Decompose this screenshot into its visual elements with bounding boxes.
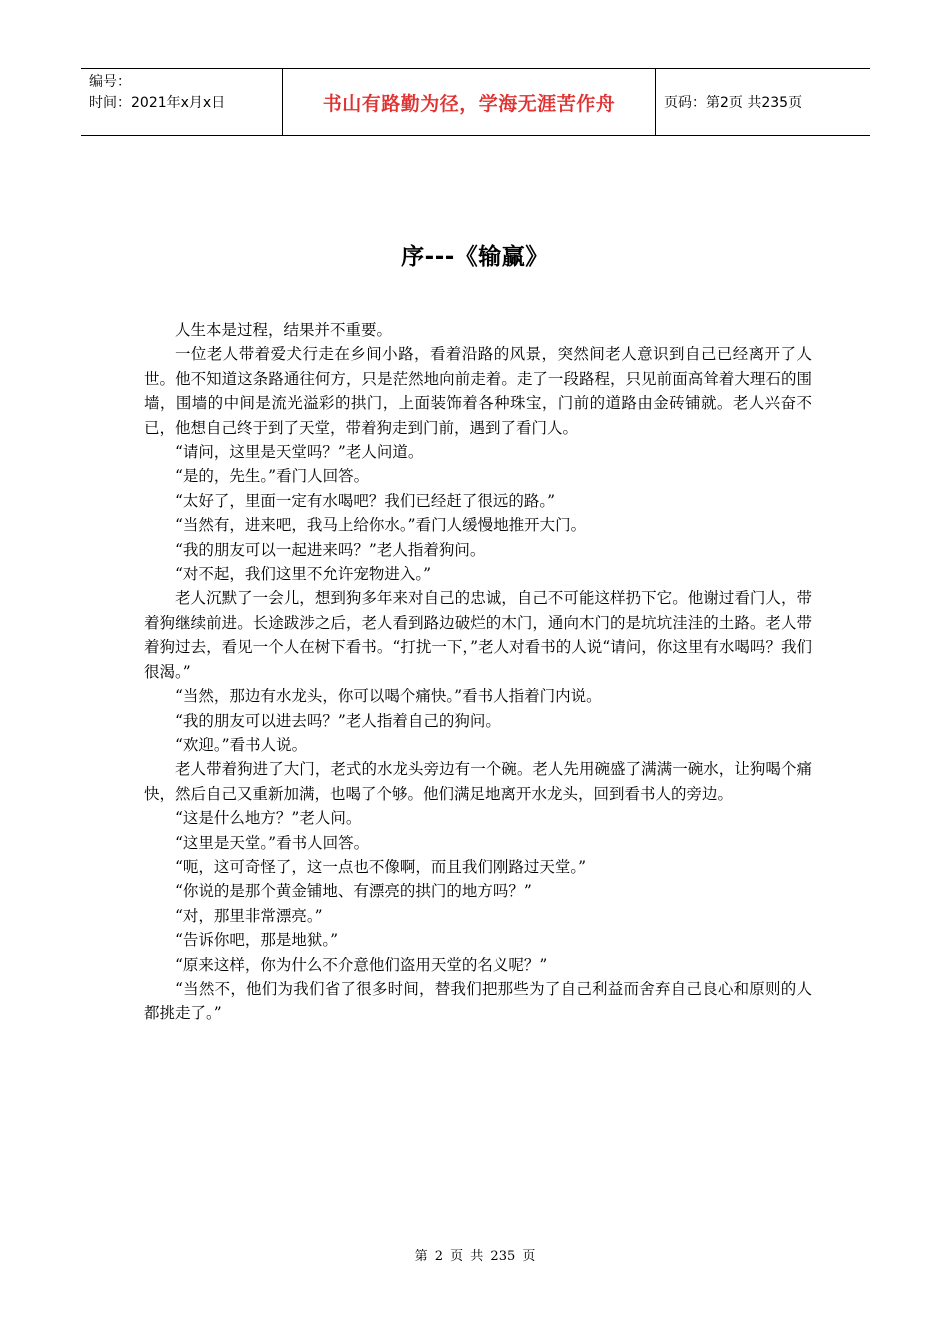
paragraph: “请问，这里是天堂吗？”老人问道。	[175, 443, 424, 462]
paragraph: 老人带着狗进了大门，老式的水龙头旁边有一个碗。老人先用碗盛了满满一碗水，让狗喝个痛快，然后自己又重新加满，也喝了个够。他们满足地离开水龙头，回到看书人的旁边。	[144, 760, 812, 803]
header-meta-cell	[81, 69, 282, 135]
page-footer: 第 2 页 共 235 页	[414, 1249, 536, 1264]
paragraph: “欢迎。”看书人说。	[175, 735, 308, 754]
paragraph: “我的朋友可以一起进来吗？”老人指着狗问。	[175, 540, 486, 559]
paragraph: “我的朋友可以进去吗？”老人指着自己的狗问。	[175, 711, 501, 730]
paragraph: “呃，这可奇怪了，这一点也不像啊，而且我们刚路过天堂。”	[175, 857, 587, 876]
document-body	[144, 318, 812, 1026]
paragraph: “这是什么地方？”老人问。	[175, 809, 362, 828]
motto-text: 书山有路勤为径，学海无涯苦作舟	[322, 92, 616, 115]
paragraph: “这里是天堂。”看书人回答。	[175, 833, 370, 852]
paragraph: “告诉你吧，那是地狱。”	[175, 931, 339, 950]
header-motto-cell	[282, 69, 656, 135]
time-label: 时间：2021年x月x日	[89, 95, 226, 111]
paragraph: “当然有，进来吧，我马上给你水。”看门人缓慢地推开大门。	[175, 516, 587, 535]
paragraph: “当然不，他们为我们省了很多时间，替我们把那些为了自己利益而舍弃自己良心和原则的人都挑走了。”	[144, 979, 812, 1023]
paragraph: 一位老人带着爱犬行走在乡间小路，看着沿路的风景，突然间老人意识到自己已经离开了人世。他不知道这条路通往何方，只是茫然地向前走着。走了一段路程，只见前面高耸着大理石的围墙，围墙的中间是流光溢彩的拱门，上面装饰着各种珠宝，门前的道路由金砖铺就。老人兴奋不已，他想自己终于到了天堂，带着狗走到门前，遇到了看门人。	[144, 345, 812, 437]
number-label: 编号：	[89, 74, 131, 90]
paragraph: “原来这样，你为什么不介意他们盗用天堂的名义呢？”	[175, 955, 548, 974]
paragraph: 人生本是过程，结果并不重要。	[175, 321, 393, 339]
page-info: 页码：第2页 共235页	[664, 95, 803, 111]
paragraph: “对不起，我们这里不允许宠物进入。”	[175, 565, 432, 584]
paragraph: “当然，那边有水龙头，你可以喝个痛快。”看书人指着门内说。	[175, 687, 602, 706]
document-header	[81, 68, 870, 136]
paragraph: “你说的是那个黄金铺地、有漂亮的拱门的地方吗？”	[175, 882, 532, 901]
page-title: 序---《输赢》	[401, 244, 549, 270]
header-page-cell	[656, 69, 870, 135]
paragraph: “对，那里非常漂亮。”	[175, 906, 323, 925]
paragraph: “是的，先生。”看门人回答。	[175, 467, 370, 486]
paragraph: “太好了，里面一定有水喝吧？我们已经赶了很远的路。”	[175, 491, 556, 510]
paragraph: 老人沉默了一会儿，想到狗多年来对自己的忠诚，自己不可能这样扔下它。他谢过看门人，带着狗继续前进。长途跋涉之后，老人看到路边破烂的木门，通向木门的是坑坑洼洼的土路。老人带着狗过去，看见一个人在树下看书。“打扰一下，”老人对看书的人说“请问，你这里有水喝吗？我们很渴。”	[144, 589, 812, 681]
